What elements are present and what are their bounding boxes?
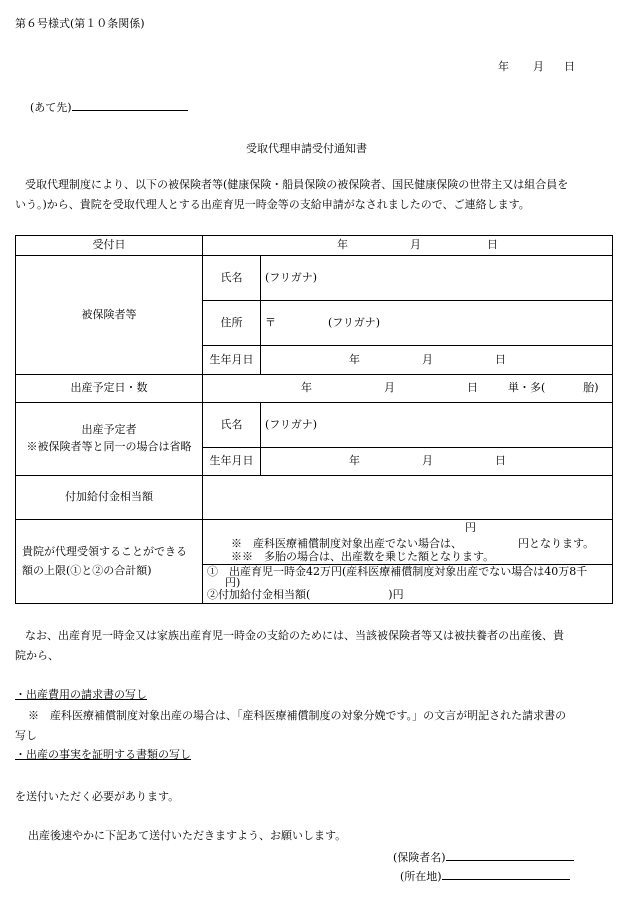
received-date-value[interactable] xyxy=(203,236,613,256)
header-date-year: 年 xyxy=(498,60,509,73)
due-month: 月 xyxy=(384,381,395,395)
row-additional-benefit xyxy=(16,476,613,520)
insured-name-label: 氏名 xyxy=(203,256,261,301)
cap-item-2: ②付加給付金相当額( )円 xyxy=(207,588,404,601)
cap-item-1-line1: ① 出産育児一時金42万円(産科医療補償制度対象出産でない場合は40万8千 xyxy=(207,565,588,578)
due-day: 日 xyxy=(467,381,478,395)
expectant-name-field[interactable] xyxy=(261,403,613,448)
insured-dob-field[interactable] xyxy=(261,346,613,375)
cap-yen: 円 xyxy=(465,521,476,534)
insured-name-furigana: (フリガナ) xyxy=(265,270,318,284)
insured-address-field[interactable] xyxy=(261,301,613,346)
expectant-name-furigana: (フリガナ) xyxy=(265,417,318,431)
notice-note-line-2: 写し xyxy=(15,729,37,742)
due-single-multi: 単・多( xyxy=(508,381,546,395)
cap-label-line1: 貴院が代理受領することができる xyxy=(22,544,187,558)
notice-note-line-1: ※ 産科医療補償制度対象出産の場合は、「産科医療補償制度の対象分娩です。」の文言が明記された請求書の xyxy=(28,709,567,722)
footer-location-blank[interactable] xyxy=(442,867,570,880)
addressee-label: (あて先) xyxy=(30,101,72,114)
notice-bullet-invoice xyxy=(15,686,147,702)
row-insured-name xyxy=(16,256,613,301)
additional-benefit-label: 付加給付金相当額 xyxy=(16,476,203,520)
row-due-date xyxy=(16,375,613,403)
cap-field[interactable] xyxy=(203,520,613,604)
expectant-dob-day: 日 xyxy=(495,454,506,468)
cap-label xyxy=(16,520,203,604)
row-cap-amount xyxy=(16,520,613,604)
form-number: 第６号様式(第１０条関係) xyxy=(15,17,145,30)
notice-line-2: 院から、 xyxy=(15,649,59,662)
notice-bullet-invoice-text: ・出産費用の請求書の写し xyxy=(15,688,147,701)
insured-name-field[interactable] xyxy=(261,256,613,301)
insured-dob-label: 生年月日 xyxy=(203,346,261,375)
due-fetus-count: 胎) xyxy=(583,381,599,395)
addressee-blank xyxy=(72,98,188,111)
footer-insurer xyxy=(393,848,574,865)
insured-label: 被保険者等 xyxy=(16,256,203,375)
expectant-dob-field[interactable] xyxy=(261,448,613,476)
cap-note-2: ※※ 多胎の場合は、出産数を乗じた額となります。 xyxy=(231,550,495,563)
header-date-day: 日 xyxy=(564,60,575,73)
header-date-month: 月 xyxy=(533,60,544,73)
cap-note-1: ※ 産科医療補償制度対象出産でない場合は、 円となります。 xyxy=(231,537,595,550)
notice-paragraph xyxy=(15,626,615,666)
footer-location-label: (所在地) xyxy=(400,870,442,883)
cap-label-line2: 額の上限(①と②の合計額) xyxy=(22,563,152,577)
footer-insurer-label: (保険者名) xyxy=(393,851,446,864)
intro-line-2: いう。)から、貴院を受取代理人とする出産育児一時金等の支給申請がなされましたので、ご連絡します。 xyxy=(15,198,530,211)
document-title: 受取代理申請受付通知書 xyxy=(246,142,367,155)
insured-dob-day: 日 xyxy=(495,352,506,366)
notice-request: 出産後速やかに下記あて送付いただきますよう、お願いします。 xyxy=(28,829,347,842)
cap-item-1-line2: 円) xyxy=(225,576,241,589)
expectant-dob-year: 年 xyxy=(349,454,360,468)
header-date xyxy=(498,58,575,74)
addressee-row xyxy=(30,98,188,115)
expectant-label-note: ※被保険者等と同一の場合は省略 xyxy=(26,440,192,453)
received-year: 年 xyxy=(337,238,348,252)
due-date-field[interactable] xyxy=(203,375,613,403)
insured-address-label: 住所 xyxy=(203,301,261,346)
footer-insurer-blank[interactable] xyxy=(446,848,574,861)
postal-mark-icon: 〒 xyxy=(265,315,276,329)
row-received-date xyxy=(16,236,613,256)
expectant-name-label: 氏名 xyxy=(203,403,261,448)
notice-bullet-proof xyxy=(15,746,191,762)
notice-closing: を送付いただく必要があります。 xyxy=(15,790,180,803)
intro-line-1: 受取代理制度により、以下の被保険者等(健康保険・船員保険の被保険者、国民健康保険の世帯主又は組合員を xyxy=(25,178,569,191)
received-date-label: 受付日 xyxy=(16,236,203,256)
expectant-label xyxy=(16,403,203,476)
insured-dob-month: 月 xyxy=(422,352,433,366)
expectant-dob-label: 生年月日 xyxy=(203,448,261,476)
due-date-label: 出産予定日・数 xyxy=(16,375,203,403)
additional-benefit-field[interactable] xyxy=(203,476,613,520)
row-expectant-name xyxy=(16,403,613,448)
intro-paragraph xyxy=(15,175,615,215)
expectant-dob-month: 月 xyxy=(422,454,433,468)
application-table xyxy=(15,235,613,604)
received-month: 月 xyxy=(410,238,421,252)
due-year: 年 xyxy=(301,381,312,395)
expectant-label-main: 出産予定者 xyxy=(81,423,137,437)
received-day: 日 xyxy=(487,238,498,252)
notice-bullet-proof-text: ・出産の事実を証明する書類の写し xyxy=(15,748,191,761)
insured-address-furigana: (フリガナ) xyxy=(328,315,381,329)
notice-line-1: なお、出産育児一時金又は家族出産育児一時金の支給のためには、当該被保険者等又は被扶養者の出産後、貴 xyxy=(25,629,564,642)
insured-dob-year: 年 xyxy=(349,352,360,366)
footer-location xyxy=(400,867,570,884)
